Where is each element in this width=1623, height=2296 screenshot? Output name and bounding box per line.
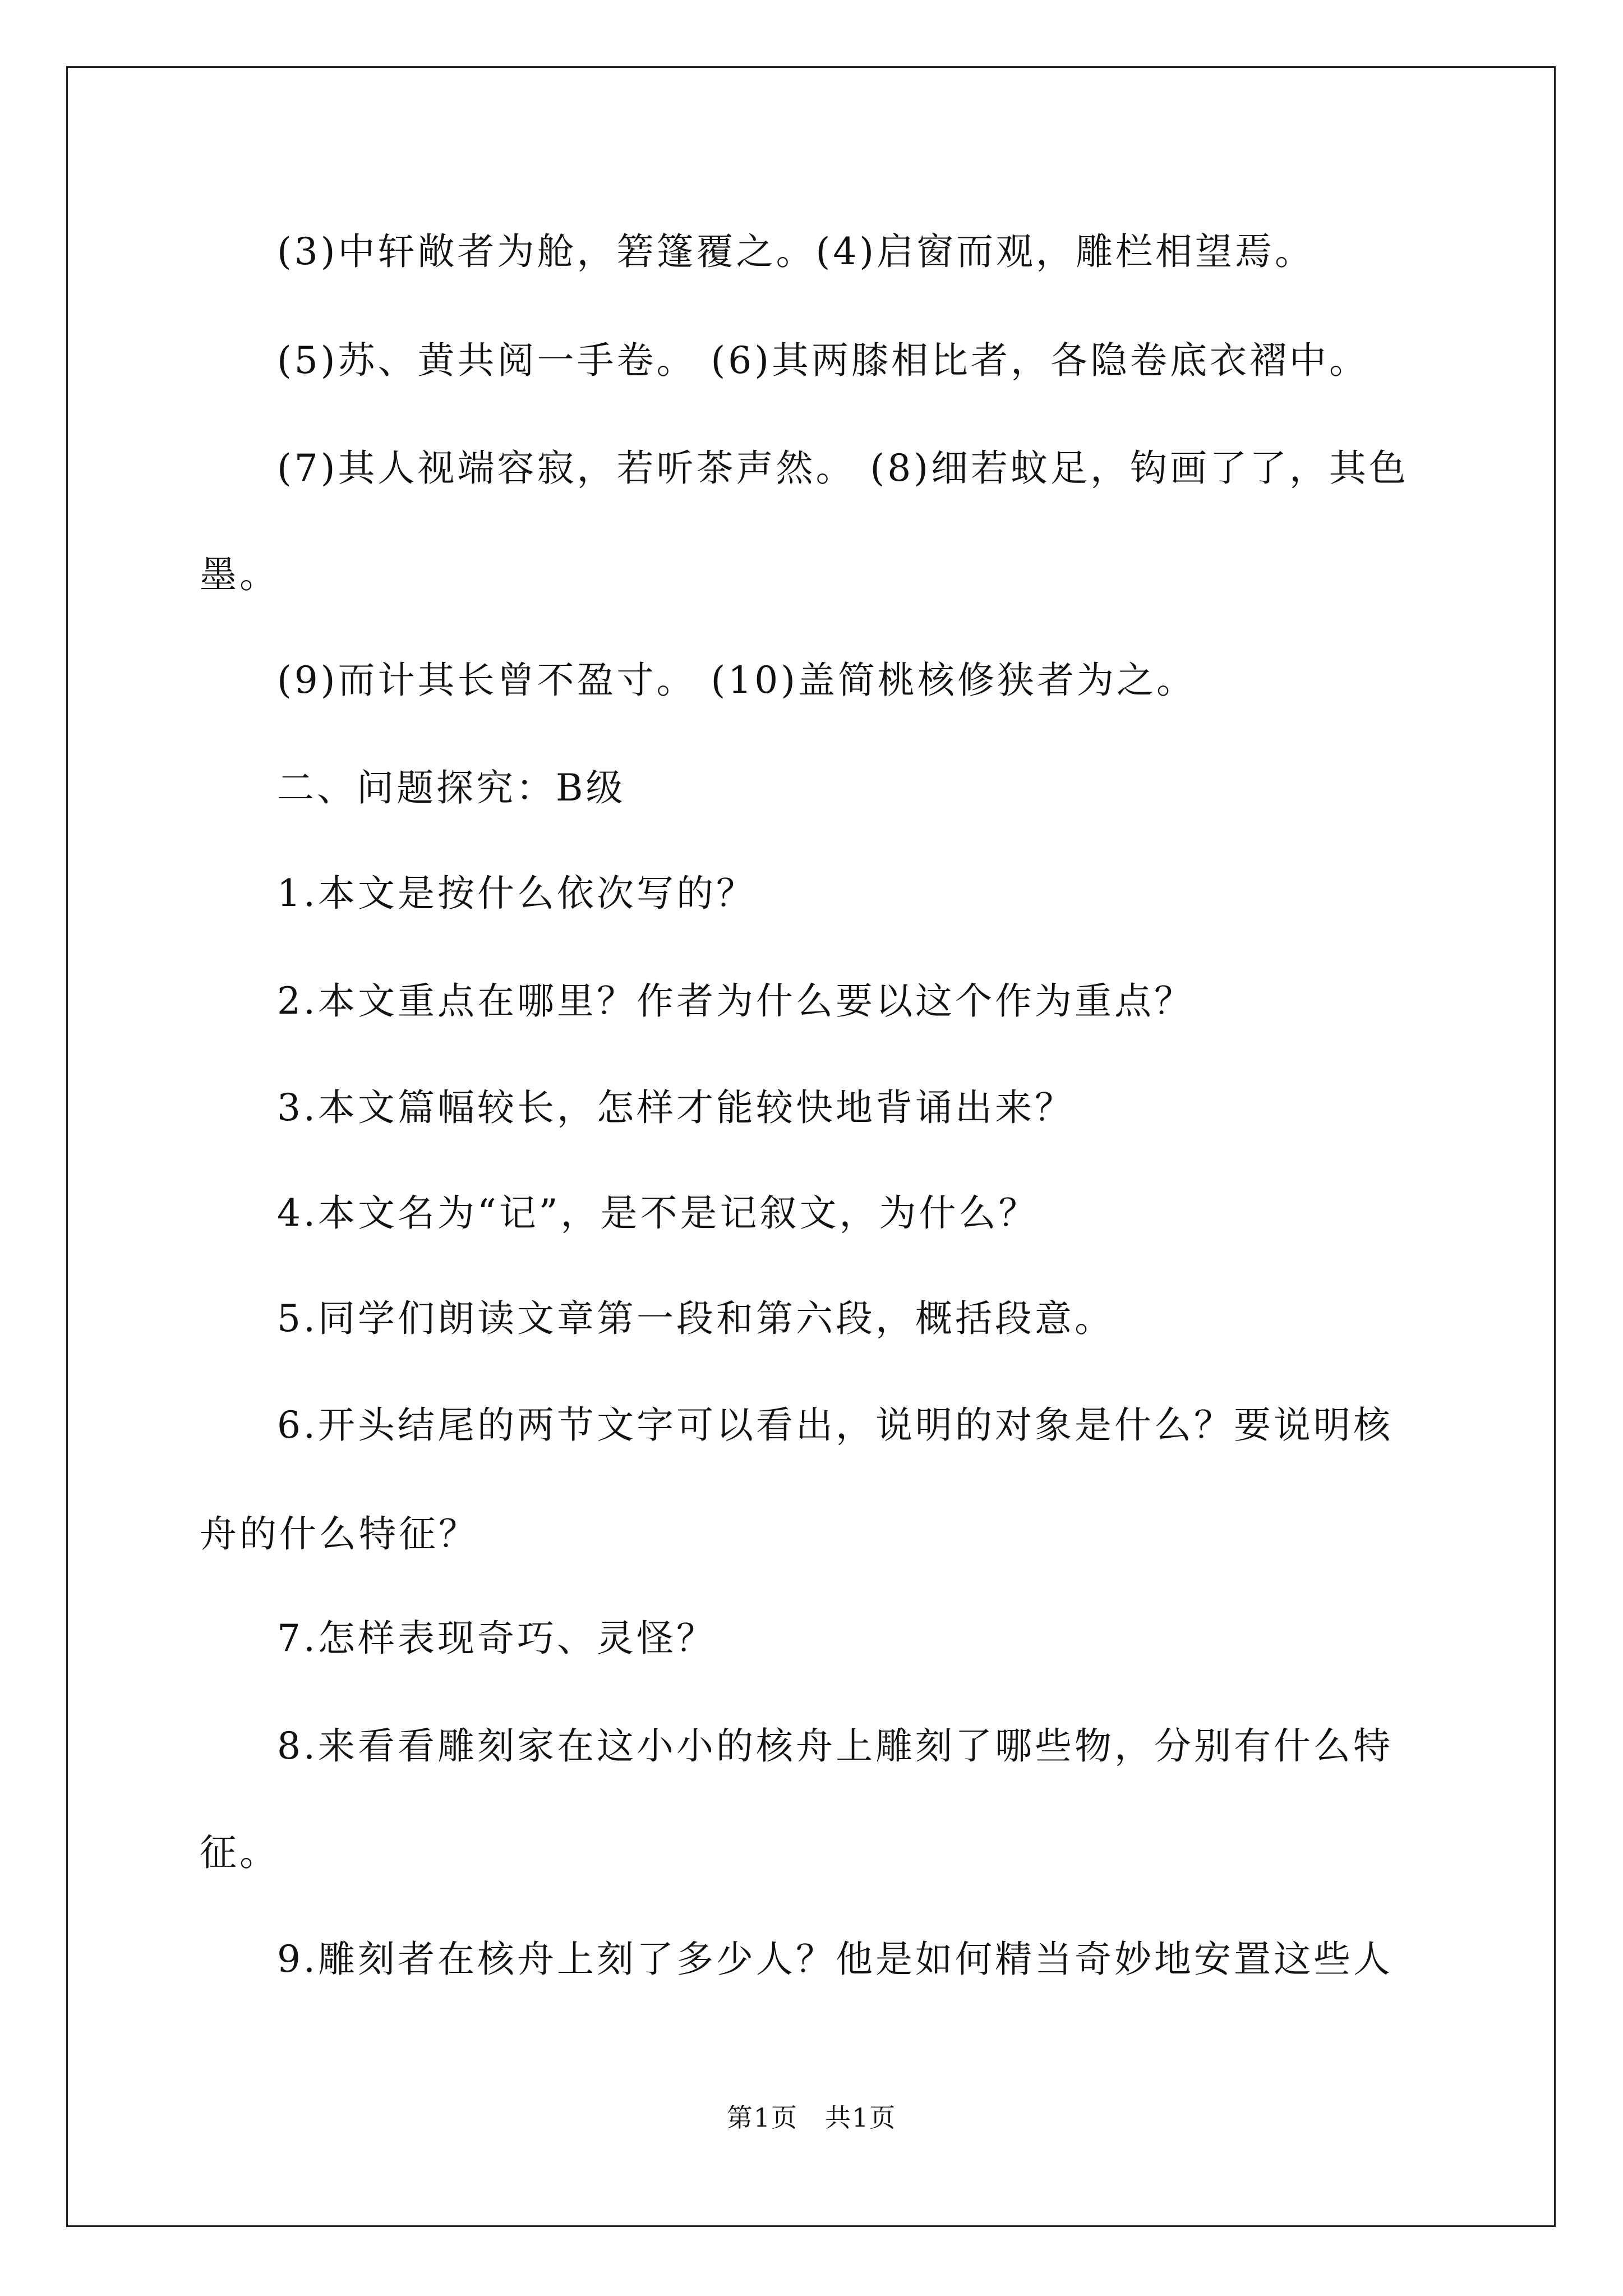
question-item: 5.同学们朗读文章第一段和第六段，概括段意。 <box>277 1297 1114 1340</box>
text-line: (3)中轩敞者为舱，箬篷覆之。(4)启窗而观，雕栏相望焉。 <box>277 230 1315 273</box>
text-line: (9)而计其长曾不盈寸。 (10)盖简桃核修狭者为之。 <box>277 659 1196 702</box>
section-heading: 二、问题探究：B级 <box>277 766 626 809</box>
question-item: 8.来看看雕刻家在这小小的核舟上雕刻了哪些物，分别有什么特 <box>277 1724 1393 1768</box>
question-item-continued: 舟的什么特征？ <box>200 1512 478 1556</box>
question-item: 1.本文是按什么依次写的？ <box>277 872 756 915</box>
question-item-continued: 征。 <box>200 1831 279 1874</box>
text-line: (7)其人视端容寂，若听茶声然。 (8)细若蚊足，钩画了了，其色 <box>277 447 1409 490</box>
text-line: 墨。 <box>200 553 279 596</box>
question-item: 2.本文重点在哪里？作者为什么要以这个作为重点？ <box>277 979 1194 1023</box>
question-item: 9.雕刻者在核舟上刻了多少人？他是如何精当奇妙地安置这些人 <box>277 1938 1393 1981</box>
page-number: 第1页 共1页 <box>726 2102 897 2133</box>
question-item: 7.怎样表现奇巧、灵怪？ <box>277 1617 716 1660</box>
question-item: 3.本文篇幅较长，怎样才能较快地背诵出来？ <box>277 1086 1075 1129</box>
question-item: 4.本文名为“记”，是不是记叙文，为什么？ <box>277 1191 1039 1235</box>
question-item: 6.开头结尾的两节文字可以看出，说明的对象是什么？要说明核 <box>277 1404 1393 1447</box>
page-border <box>66 66 1556 2227</box>
text-line: (5)苏、黄共阅一手卷。 (6)其两膝相比者，各隐卷底衣褶中。 <box>277 339 1369 382</box>
